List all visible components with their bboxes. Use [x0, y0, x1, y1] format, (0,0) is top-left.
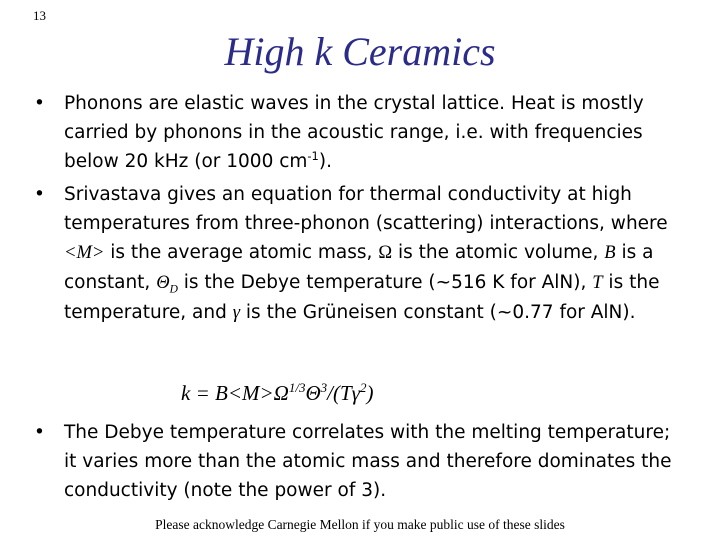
conductivity-equation: $k = B<M>\Omega^{1/3}\Theta^3/(T\gamma^2)$: [181, 380, 374, 405]
bullet-text: Phonons are elastic waves in the crystal lattice. Heat is mostly carried by phonons in the acoustic range, i.e. with frequencies below 20 kHz (or 1000 $cm^{-1}$).: [64, 93, 644, 172]
slide-number: 13: [33, 8, 46, 23]
bullet-dot: •: [34, 184, 45, 205]
bullet-text: The Debye temperature correlates with the melting temperature; it varies more than the atomic mass and therefore dominates the conductivity (note the power of 3).: [64, 422, 672, 501]
bullet-phonons: [34, 89, 684, 176]
slide-title: High k Ceramics: [224, 29, 496, 74]
bullet-text: Srivastava gives an equation for thermal conductivity at high temperatures from three-phonon (scattering) interactions, where <M> is the average atomic mass, Ω is the atomic volume, B is a constant, $\Theta_D$ is the Debye temperature (~516 K for AlN), T is the temperature, and γ is the Grüneisen constant (~0.77 for AlN).: [64, 184, 668, 323]
bullet-dot: •: [34, 93, 45, 114]
footer-note: Please acknowledge Carnegie Mellon if you make public use of these slides: [155, 517, 565, 532]
bullet-srivastava: [34, 180, 684, 328]
bullet-debye: [34, 418, 684, 505]
bullet-dot: •: [34, 422, 45, 443]
